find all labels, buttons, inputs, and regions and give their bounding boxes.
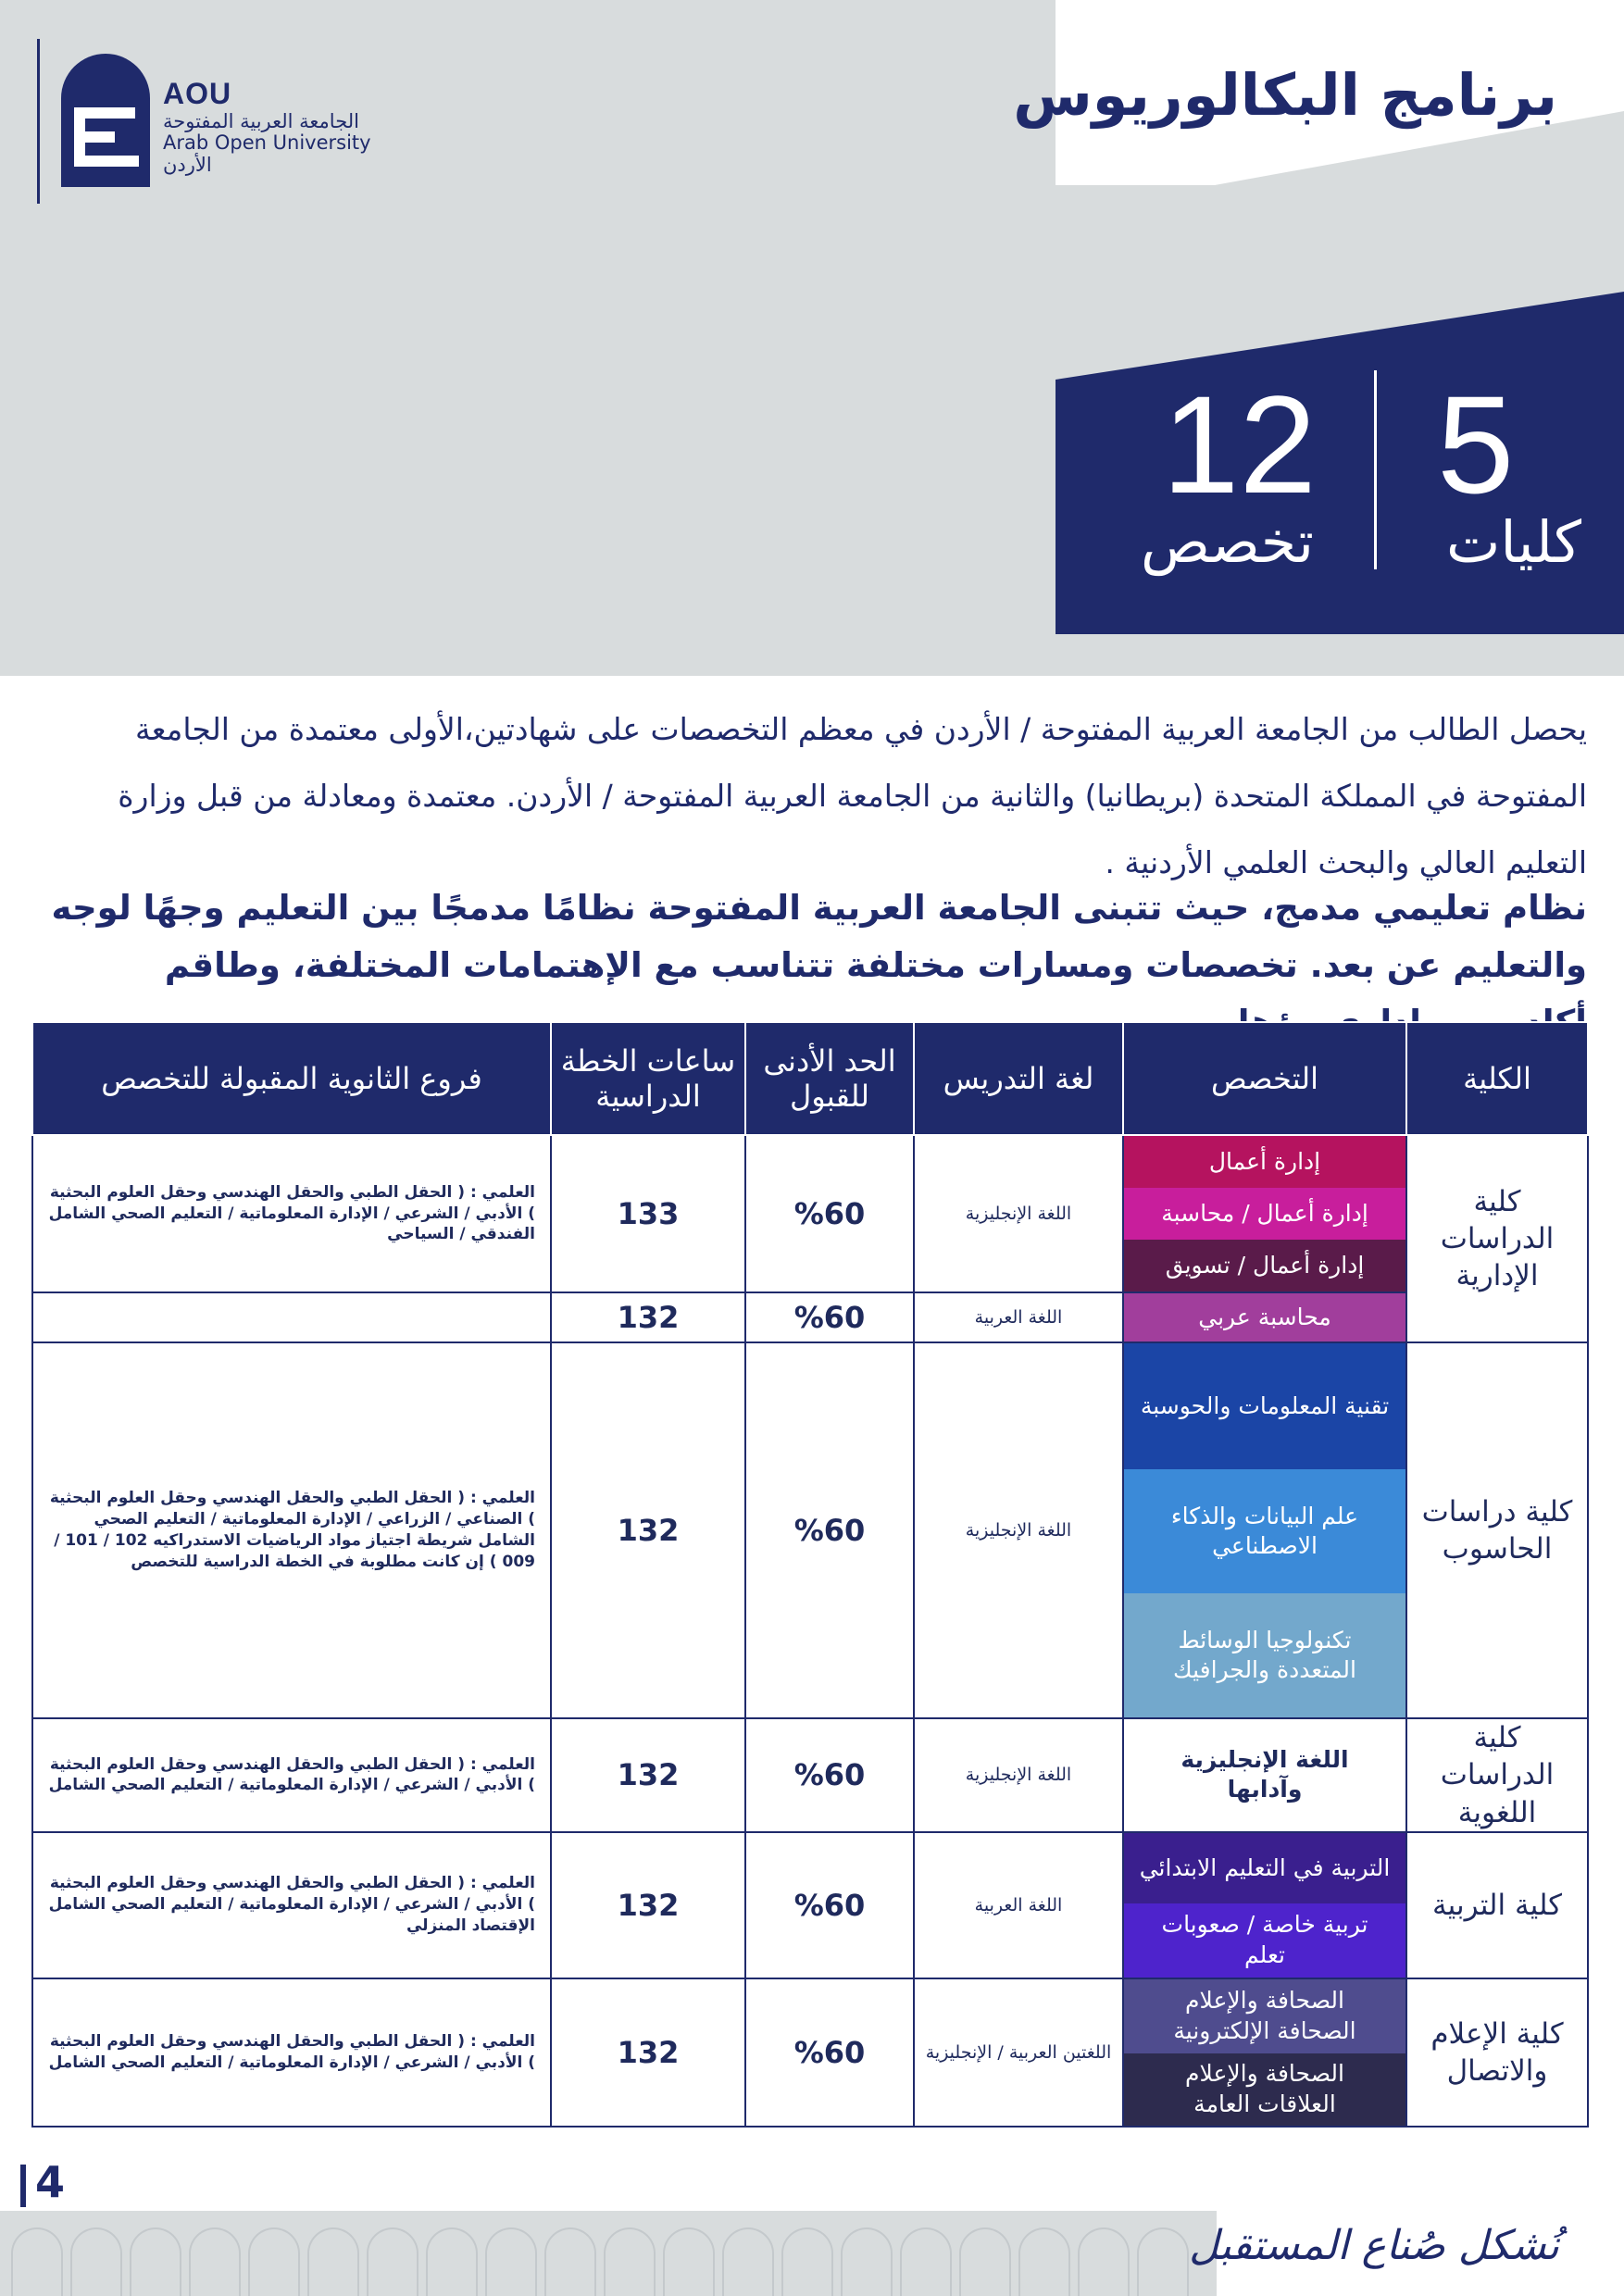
table-row: [32, 1978, 1588, 2127]
footer-pattern-icon: [604, 2227, 656, 2296]
table-row: [32, 1292, 1588, 1342]
faculty-cell: كلية التربية: [1406, 1832, 1588, 1978]
footer-pattern-icon: [189, 2227, 241, 2296]
page-number-value: 4: [35, 2157, 66, 2207]
min-admission-cell: %60: [745, 1135, 914, 1292]
spec-cell: [1123, 1832, 1406, 1978]
stat-specializations-value: 12: [1162, 367, 1317, 522]
stats-divider: [1374, 370, 1377, 569]
spec-item: الصحافة والإعلام الصحافة الإلكترونية: [1124, 1979, 1405, 2053]
page-title: برنامج البكالوريوس: [1013, 61, 1557, 129]
intro-paragraph-1: يحصل الطالب من الجامعة العربية المفتوحة / الأردن في معظم التخصصات على شهادتين،الأولى معتمدة من الجامعة المفتوحة في المملكة المتحدة (بريطانيا) والثانية من الجامعة العربية المفتوحة / الأردن. معتمدة ومعادلة من قبل وزارة التعليم العالي والبحث العلمي الأردنية .: [118, 711, 1587, 880]
footer-pattern-icon: [722, 2227, 774, 2296]
language-cell: اللغة الإنجليزية: [914, 1342, 1123, 1718]
spec-item: إدارة أعمال: [1124, 1136, 1405, 1188]
stat-faculties-label: كليات: [1446, 508, 1582, 576]
study-hours-cell: 132: [551, 1832, 745, 1978]
branches-cell: العلمي : ( الحقل الطبي والحقل الهندسي وحقل العلوم البحثية ) الأدبي / الشرعي / الإدارة المعلوماتية / التعليم الصحي الشامل: [32, 1978, 551, 2127]
spec-item: علم البيانات والذكاء الاصطناعي: [1124, 1469, 1405, 1593]
branches-cell: العلمي : ( الحقل الطبي والحقل الهندسي وحقل العلوم البحثية ) الأدبي / الشرعي / الإدارة المعلوماتية / التعليم الصحي الشامل الإقتصاد المنزلي: [32, 1832, 551, 1978]
spec-item: تربية خاصة / صعوبات تعلم: [1124, 1903, 1405, 1978]
study-hours-cell: 132: [551, 1978, 745, 2127]
min-admission-cell: %60: [745, 1718, 914, 1832]
language-cell: اللغة العربية: [914, 1292, 1123, 1342]
table-row: [32, 1135, 1588, 1292]
footer-pattern-icon: [426, 2227, 478, 2296]
header-accepted-branches: فروع الثانوية المقبولة للتخصص: [32, 1022, 551, 1135]
footer-pattern-band: [0, 2211, 1217, 2296]
faculty-cell: كلية الإعلام والاتصال: [1406, 1978, 1588, 2127]
study-hours-cell: 132: [551, 1292, 745, 1342]
footer-pattern-icon: [841, 2227, 893, 2296]
aou-logo-icon: [61, 54, 150, 187]
spec-item: الصحافة والإعلام العلاقات العامة: [1124, 2053, 1405, 2126]
header-specialization: التخصص: [1123, 1022, 1406, 1135]
language-cell: اللغة الإنجليزية: [914, 1718, 1123, 1832]
spec-cell: [1123, 1978, 1406, 2127]
spec-item: إدارة أعمال / تسويق: [1124, 1240, 1405, 1292]
study-hours-cell: 132: [551, 1342, 745, 1718]
spec-item: تقنية المعلومات والحوسبة: [1124, 1343, 1405, 1469]
faculty-cell: كلية الدراسات اللغوية: [1406, 1718, 1588, 1832]
page-number-bar: [20, 2165, 26, 2207]
slogan: نُشكل صُناع المستقبل: [1189, 2222, 1559, 2269]
footer-pattern-icon: [1137, 2227, 1189, 2296]
study-hours-cell: 132: [551, 1718, 745, 1832]
spec-item: محاسبة عربي: [1124, 1293, 1405, 1341]
spec-cell: [1123, 1718, 1406, 1832]
header-min-admission: الحد الأدنى للقبول: [745, 1022, 914, 1135]
footer-pattern-icon: [248, 2227, 300, 2296]
min-admission-cell: %60: [745, 1342, 914, 1718]
table-row: [32, 1718, 1588, 1832]
intro-paragraph-2: نظام تعليمي مدمج، حيث تتبنى الجامعة العربية المفتوحة نظامًا مدمجًا بين التعليم وجهًا لوجه والتعليم عن بعد. تخصصات ومسارات مختلفة تتناسب مع الإهتمامات المختلفة، وطاقم: [51, 888, 1587, 985]
language-cell: اللغة العربية: [914, 1832, 1123, 1978]
branches-cell: العلمي : ( الحقل الطبي والحقل الهندسي وحقل العلوم البحثية ) الأدبي / الشرعي / الإدارة المعلوماتية / التعليم الصحي الشامل الفندقي / السياحي: [32, 1135, 551, 1292]
faculty-cell: كلية دراسات الحاسوب: [1406, 1342, 1588, 1718]
footer-pattern-icon: [959, 2227, 1011, 2296]
footer-pattern-icon: [130, 2227, 181, 2296]
table-row: [32, 1832, 1588, 1978]
spec-cell: [1123, 1292, 1406, 1342]
spec-item: التربية في التعليم الابتدائي: [1124, 1833, 1405, 1903]
branches-cell: العلمي : ( الحقل الطبي والحقل الهندسي وحقل العلوم البحثية ) الصناعي / الزراعي / الإدارة المعلوماتية / التعليم الصحي الشامل شريطة اجتياز مواد الرياضيات الاستدراكيه 102 / 101 / 009 ) إن كانت مطلوبة في الخطة الدراسية للتخصص: [32, 1342, 551, 1718]
footer-pattern-icon: [1078, 2227, 1130, 2296]
programs-table: [31, 1021, 1589, 2128]
logo-text: [163, 78, 371, 176]
min-admission-cell: %60: [745, 1292, 914, 1342]
footer-pattern-icon: [11, 2227, 63, 2296]
footer-pattern-icon: [307, 2227, 359, 2296]
footer-pattern-icon: [1018, 2227, 1070, 2296]
page-number: [20, 2157, 65, 2207]
header-study-hours: ساعات الخطة الدراسية: [551, 1022, 745, 1135]
table-row: [32, 1342, 1588, 1718]
footer-pattern-icon: [544, 2227, 596, 2296]
logo-name-en: Arab Open University: [163, 131, 371, 155]
footer-pattern-icon: [900, 2227, 952, 2296]
logo-abbr: AOU: [163, 77, 232, 110]
logo-divider: [37, 39, 40, 204]
footer-pattern-icon: [70, 2227, 122, 2296]
stat-specializations-label: تخصص: [1141, 508, 1314, 576]
footer-pattern-icon: [781, 2227, 833, 2296]
table-header-row: [32, 1022, 1588, 1135]
min-admission-cell: %60: [745, 1832, 914, 1978]
faculty-cell: كلية الدراسات الإدارية: [1406, 1135, 1588, 1342]
footer-pattern-icon: [663, 2227, 715, 2296]
footer-pattern-icon: [367, 2227, 418, 2296]
language-cell: اللغتين العربية / الإنجليزية: [914, 1978, 1123, 2127]
header-faculty: الكلية: [1406, 1022, 1588, 1135]
spec-item: تكنولوجيا الوسائط المتعددة والجرافيك: [1124, 1593, 1405, 1717]
min-admission-cell: %60: [745, 1978, 914, 2127]
study-hours-cell: 133: [551, 1135, 745, 1292]
logo-name-ar: الجامعة العربية المفتوحة: [163, 109, 359, 132]
footer-pattern-icon: [485, 2227, 537, 2296]
stat-faculties-value: 5: [1437, 367, 1515, 522]
spec-cell: [1123, 1342, 1406, 1718]
spec-item: اللغة الإنجليزية وآدابها: [1124, 1727, 1405, 1823]
header-language: لغة التدريس: [914, 1022, 1123, 1135]
spec-item: إدارة أعمال / محاسبة: [1124, 1188, 1405, 1240]
logo-country: الأردن: [163, 153, 212, 176]
branches-cell: العلمي : ( الحقل الطبي والحقل الهندسي وحقل العلوم البحثية ) الأدبي / الشرعي / الإدارة المعلوماتية / التعليم الصحي الشامل: [32, 1718, 551, 1832]
spec-cell: [1123, 1135, 1406, 1292]
branches-cell: [32, 1292, 551, 1342]
language-cell: اللغة الإنجليزية: [914, 1135, 1123, 1292]
